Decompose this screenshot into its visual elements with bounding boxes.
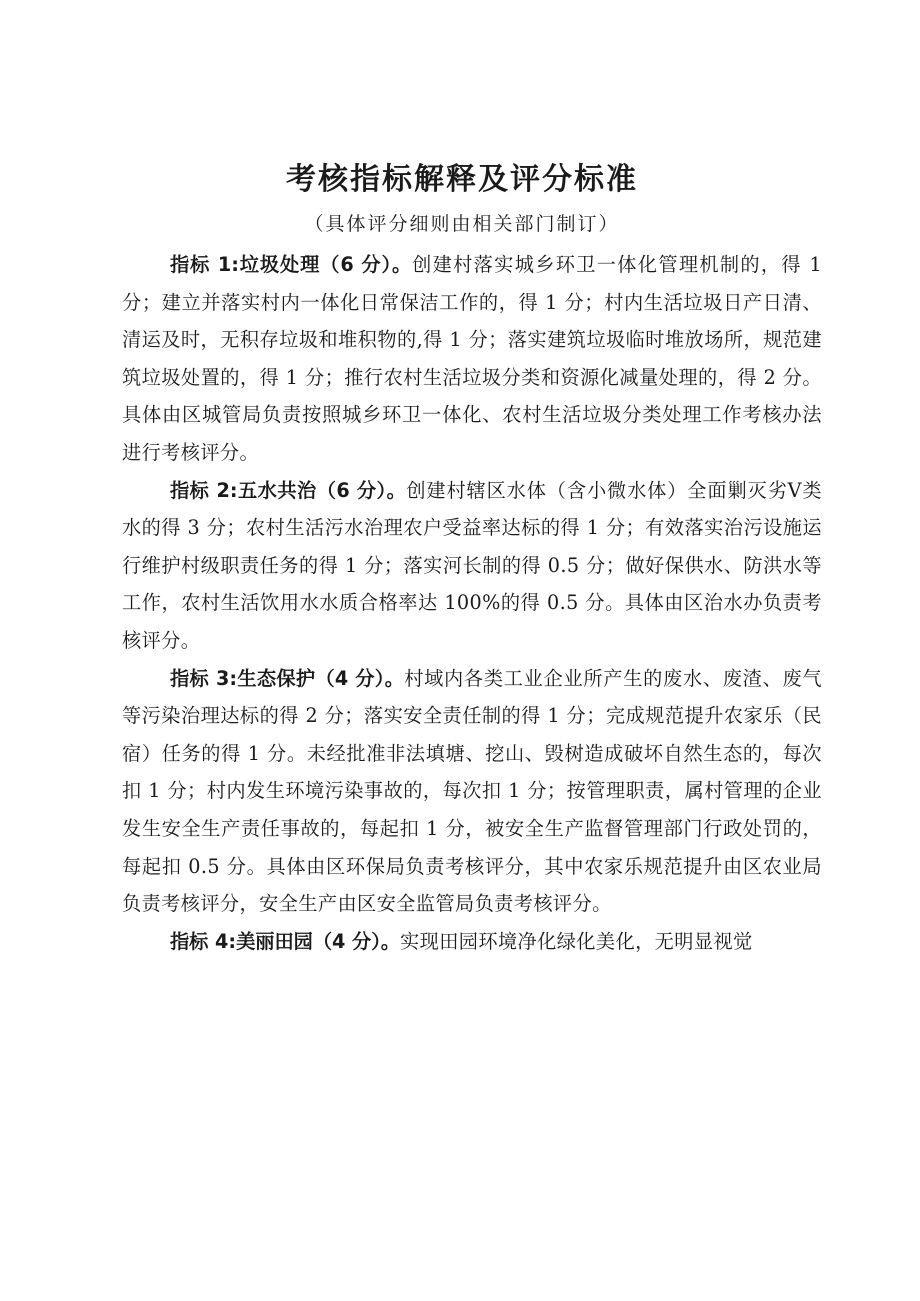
indicator-1-body: 创建村落实城乡环卫一体化管理机制的，得 1 分；建立并落实村内一体化日常保洁工作的，得 1 分；村内生活垃圾日产日清、清运及时，无积存垃圾和堆积物的,得 1 分；落实建筑垃圾临时堆放场所，规范建筑垃圾处置的，得 1 分；推行农村生活垃圾分类和资源化减量处理的，得 2 分。具体由区城管局负责按照城乡环卫一体化、农村生活垃圾分类处理工作考核办法进行考核评分。 [122,253,822,464]
indicator-4-body: 实现田园环境净化绿化美化，无明显视觉 [400,929,753,953]
indicator-4-heading: 指标 4:美丽田园（4 分）。 [170,929,401,953]
indicator-3-heading: 指标 3:生态保护（4 分）。 [170,666,405,690]
indicator-1-paragraph [122,246,822,472]
indicator-2-paragraph [122,472,822,660]
document-title: 考核指标解释及评分标准 [286,162,638,197]
indicator-2-heading: 指标 2:五水共治（6 分）。 [170,478,407,502]
indicator-2-body: 创建村辖区水体（含小微水体）全面剿灭劣Ⅴ类水的得 3 分；农村生活污水治理农户受益率达标的得 1 分；有效落实治污设施运行维护村级职责任务的得 1 分；落实河长制的得 0.5 分；做好保供水、防洪水等工作，农村生活饮用水水质合格率达 100%的得 0.5 分。具体由区治水办负责考核评分。 [122,478,822,652]
indicator-1-heading: 指标 1:垃圾处理（6 分）。 [170,253,413,276]
indicator-4-paragraph [122,923,822,961]
indicator-3-paragraph [122,660,822,923]
document-page [122,158,822,960]
indicator-3-body: 村域内各类工业企业所产生的废水、废渣、废气等污染治理达标的得 2 分；落实安全责任制的得 1 分；完成规范提升农家乐（民宿）任务的得 1 分。未经批准非法填塘、挖山、毁树造成破坏自然生态的，每次扣 1 分；村内发生环境污染事故的，每次扣 1 分；按管理职责，属村管理的企业发生安全生产责任事故的，每起扣 1 分，被安全生产监督管理部门行政处罚的，每起扣 0.5 分。具体由区环保局负责考核评分，其中农家乐规范提升由区农业局负责考核评分，安全生产由区安全监管局负责考核评分。 [122,666,822,916]
document-subtitle: （具体评分细则由相关部门制订） [304,213,620,235]
